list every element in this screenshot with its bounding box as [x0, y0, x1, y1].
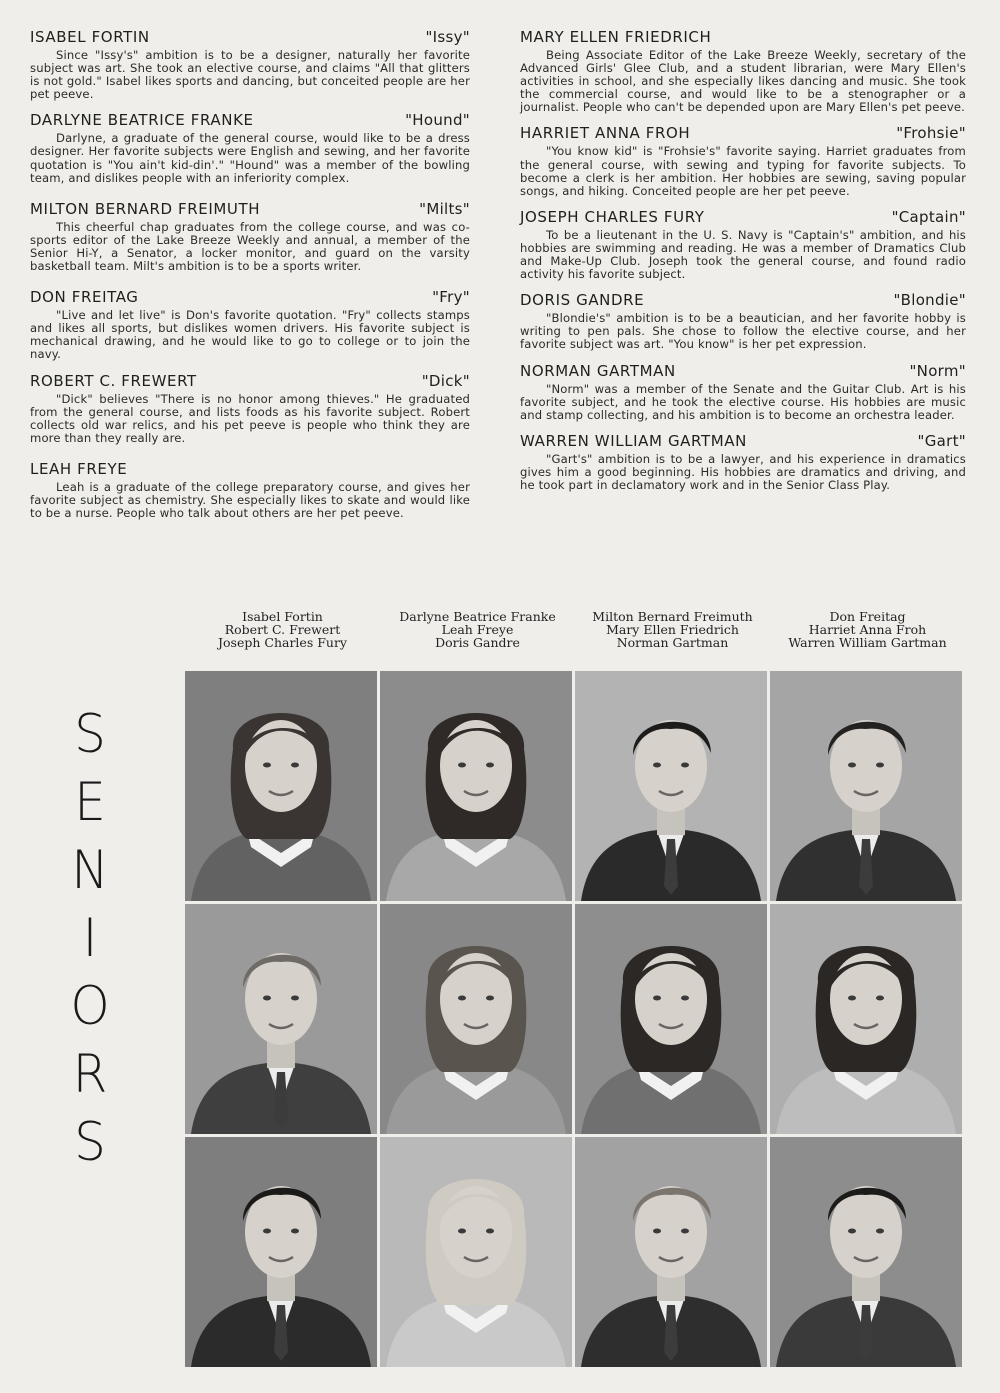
portrait-photo [575, 1137, 767, 1367]
portrait-image [185, 671, 377, 901]
caption-name: Milton Bernard Freimuth [592, 609, 753, 624]
student-name: DORIS GANDRE [520, 291, 645, 310]
portrait-photo [575, 904, 767, 1134]
caption-name: Joseph Charles Fury [218, 635, 347, 650]
portrait-eye [653, 1229, 661, 1234]
portrait-photo [770, 1137, 962, 1367]
portrait-image [770, 671, 962, 901]
title-letter: O [70, 975, 110, 1037]
caption-name: Mary Ellen Friedrich [606, 622, 739, 637]
title-letter: I [82, 907, 98, 969]
student-name: DON FREITAG [30, 288, 139, 307]
portrait-eye [681, 763, 689, 768]
bio-entry [520, 362, 966, 422]
portrait-photo [380, 1137, 572, 1367]
caption-column [575, 610, 770, 649]
student-bio: "You know kid" is "Frohsie's" favorite saying. Harriet graduates from the general course, with sewing and typing for favorite subjects. To become a clerk is her ambition. Her hobbies are sewing, saving popular songs, and hiking. Conceited people are her pet peeve. [520, 144, 966, 198]
portrait-image [380, 671, 572, 901]
entry-header [520, 28, 966, 49]
title-letter: S [74, 1111, 106, 1173]
student-name: NORMAN GARTMAN [520, 361, 676, 380]
seniors-vertical-title [60, 700, 120, 1180]
portrait-eye [876, 996, 884, 1001]
portrait-eye [263, 1229, 271, 1234]
caption-name: Robert C. Frewert [224, 622, 341, 637]
student-name: ROBERT C. FREWERT [30, 371, 197, 390]
portrait-eye [263, 763, 271, 768]
caption-column [185, 610, 380, 649]
right-bio-column [520, 28, 966, 502]
portrait-photo [770, 904, 962, 1134]
student-bio: Since "Issy's" ambition is to be a designer, naturally her favorite subject was art. She took an elective course, and claims "All that glitters is not gold." Isabel likes sports and dancing, but conceited people are her pet peeve. [30, 48, 470, 102]
portrait-eye [848, 763, 856, 768]
portrait-grid [185, 671, 962, 1367]
student-nickname: "Milts" [419, 199, 470, 218]
portrait-eye [458, 763, 466, 768]
portrait-photo [380, 671, 572, 901]
caption-name: Warren William Gartman [788, 635, 947, 650]
portrait-eye [486, 763, 494, 768]
bio-entry [30, 460, 470, 520]
bio-entry [30, 372, 470, 445]
student-bio: Being Associate Editor of the Lake Breeze Weekly, secretary of the Advanced Girls' Glee Club, and a student librarian, were Mary Ellen's activities in school, and she especially likes dancing and music. She took the commercial course, and would like to be a stenographer or a journalist. People who can't be depended upon are Mary Ellen's pet peeve. [520, 48, 966, 115]
student-name: DARLYNE BEATRICE FRANKE [30, 111, 254, 130]
portrait-image [575, 671, 767, 901]
student-nickname: "Blondie" [893, 291, 966, 310]
portrait-eye [848, 1229, 856, 1234]
caption-name: Harriet Anna Froh [808, 622, 927, 637]
student-nickname: "Fry" [432, 288, 470, 307]
portrait-eye [653, 763, 661, 768]
entry-header [520, 291, 966, 312]
entry-header [520, 432, 966, 453]
student-bio: "Gart's" ambition is to be a lawyer, and his experience in dramatics gives him a good beginning. His hobbies are dramatics and driving, and he took part in declamatory work and in the Senior Class Play. [520, 451, 966, 492]
student-name: MARY ELLEN FRIEDRICH [520, 28, 712, 46]
portrait-image [575, 1137, 767, 1367]
student-nickname: "Frohsie" [896, 124, 966, 143]
student-bio: "Dick" believes "There is no honor among thieves." He graduated from the general course, and lists foods as his favorite subject. Robert collects old war relics, and his pet peeve is people who think they are more than they really are. [30, 391, 470, 445]
student-bio: Darlyne, a graduate of the general course, would like to be a dress designer. Her favorite subjects were English and sewing, and her favorite quotation is "You ain't kid-din'." "Hound" was a member of the bowling team, and dislikes people with an inferiority complex. [30, 131, 470, 185]
portrait-eye [876, 763, 884, 768]
portrait-eye [486, 996, 494, 1001]
caption-name: Isabel Fortin [242, 609, 323, 624]
portrait-eye [876, 1229, 884, 1234]
bio-entry [30, 288, 470, 361]
portrait-eye [458, 996, 466, 1001]
entry-header [30, 111, 470, 132]
photo-captions [185, 610, 965, 649]
title-letter: N [71, 839, 109, 901]
caption-name: Don Freitag [829, 609, 906, 624]
portrait-photo [185, 1137, 377, 1367]
entry-header [30, 372, 470, 393]
student-bio: To be a lieutenant in the U. S. Navy is "Captain's" ambition, and his hobbies are swimming and reading. He was a member of Dramatics Club and Make-Up Club. Joseph took the general course, and found radio activity his favorite subject. [520, 227, 966, 282]
portrait-eye [458, 1229, 466, 1234]
portrait-photo [575, 671, 767, 901]
portrait-eye [848, 996, 856, 1001]
student-name: LEAH FREYE [30, 459, 128, 478]
student-bio: "Blondie's" ambition is to be a beautician, and her favorite hobby is writing to pen pals. She chose to follow the elective course, and her favorite subject was art. "You know" is her pet expression. [520, 311, 966, 352]
caption-column [770, 610, 965, 649]
student-nickname: "Hound" [405, 111, 470, 130]
entry-header [30, 288, 470, 309]
entry-header [30, 200, 470, 221]
portrait-photo [380, 904, 572, 1134]
portrait-image [575, 904, 767, 1134]
portrait-photo [185, 904, 377, 1134]
title-letter: E [74, 771, 106, 833]
portrait-eye [681, 1229, 689, 1234]
portrait-image [380, 1137, 572, 1367]
student-nickname: "Issy" [425, 28, 470, 46]
caption-name: Doris Gandre [435, 635, 520, 650]
left-bio-column [30, 28, 470, 530]
student-bio: "Live and let live" is Don's favorite quotation. "Fry" collects stamps and likes all sports, but dislikes women drivers. His favorite subject is mechanical drawing, and he would like to go to college or to join the navy. [30, 308, 470, 362]
student-nickname: "Captain" [891, 207, 966, 226]
portrait-photo [185, 671, 377, 901]
caption-name: Darlyne Beatrice Franke [399, 609, 556, 624]
student-name: JOSEPH CHARLES FURY [520, 207, 705, 226]
portrait-eye [653, 996, 661, 1001]
entry-header [30, 460, 470, 481]
entry-header [520, 362, 966, 383]
student-bio: "Norm" was a member of the Senate and the Guitar Club. Art is his favorite subject, and he took the elective course. His hobbies are music and stamp collecting, and his ambition is to become an orchestra leader. [520, 381, 966, 422]
portrait-image [380, 904, 572, 1134]
portrait-eye [291, 1229, 299, 1234]
portrait-image [185, 1137, 377, 1367]
student-nickname: "Gart" [917, 431, 966, 450]
caption-column [380, 610, 575, 649]
portrait-image [185, 904, 377, 1134]
student-name: WARREN WILLIAM GARTMAN [520, 431, 747, 450]
entry-header [520, 124, 966, 145]
caption-name: Leah Freye [441, 622, 514, 637]
bio-entry [30, 28, 470, 101]
bio-entry [30, 200, 470, 273]
portrait-eye [291, 996, 299, 1001]
title-letter: R [72, 1043, 108, 1105]
bio-entry [30, 111, 470, 184]
bio-entry [520, 28, 966, 114]
bio-entry [520, 208, 966, 281]
portrait-eye [486, 1229, 494, 1234]
student-name: ISABEL FORTIN [30, 28, 150, 46]
caption-name: Norman Gartman [616, 635, 729, 650]
student-nickname: "Dick" [421, 371, 470, 390]
student-bio: Leah is a graduate of the college preparatory course, and gives her favorite subject as chemistry. She especially likes to skate and would like to be a nurse. People who talk about others are her pet peeve. [30, 479, 470, 521]
portrait-photo [770, 671, 962, 901]
student-name: MILTON BERNARD FREIMUTH [30, 199, 261, 218]
title-letter: S [74, 703, 106, 765]
entry-header [30, 28, 470, 49]
student-name: HARRIET ANNA FROH [520, 124, 691, 143]
bio-entry [520, 432, 966, 492]
portrait-eye [681, 996, 689, 1001]
student-nickname: "Norm" [909, 361, 966, 380]
portrait-eye [263, 996, 271, 1001]
bio-entry [520, 124, 966, 197]
student-bio: This cheerful chap graduates from the college course, and was co-sports editor of the Lake Breeze Weekly and annual, a member of the Senior Hi-Y, a Senator, a locker monitor, and guard on the varsity basketball team. Milt's ambition is to be a sports writer. [30, 219, 470, 274]
portrait-eye [291, 763, 299, 768]
portrait-image [770, 1137, 962, 1367]
entry-header [520, 208, 966, 229]
bio-entry [520, 291, 966, 351]
portrait-image [770, 904, 962, 1134]
